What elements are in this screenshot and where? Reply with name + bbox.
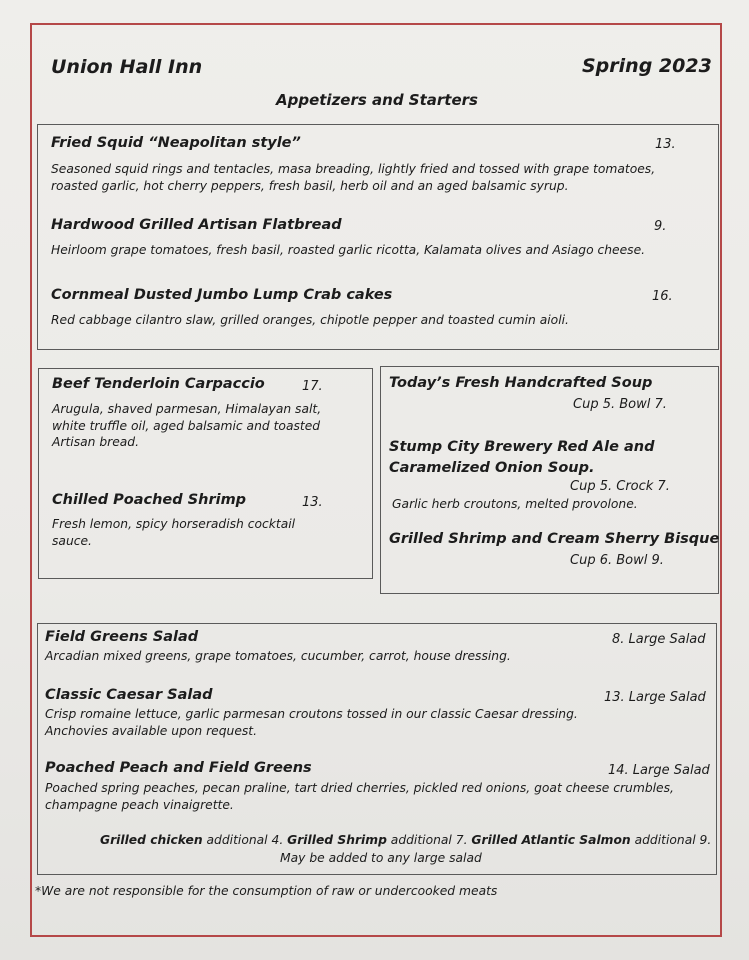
item-name: Fried Squid “Neapolitan style” <box>51 135 301 151</box>
addon-salmon-label: Grilled Atlantic Salmon <box>471 833 631 847</box>
item-description: Seasoned squid rings and tentacles, masa breading, lightly fried and tossed with grape tomatoes, <box>51 162 656 176</box>
salad-description: champagne peach vinaigrette. <box>45 798 234 812</box>
item-description: white truffle oil, aged balsamic and toasted <box>52 419 321 433</box>
item-description: Fresh lemon, spicy horseradish cocktail <box>52 517 296 531</box>
soup-name: Today’s Fresh Handcrafted Soup <box>389 375 653 391</box>
addon-shrimp-label: Grilled Shrimp <box>287 833 387 847</box>
item-price: 13. <box>655 137 676 152</box>
item-description: Artisan bread. <box>52 435 140 449</box>
disclaimer: *We are not responsible for the consumption of raw or undercooked meats <box>35 884 498 898</box>
salad-name: Poached Peach and Field Greens <box>45 760 312 776</box>
restaurant-name: Union Hall Inn <box>51 56 203 78</box>
addon-chicken-label: Grilled chicken <box>100 833 203 847</box>
item-name: Beef Tenderloin Carpaccio <box>52 376 265 392</box>
addon-shrimp-price: additional 7. <box>386 833 472 847</box>
soup-description: Garlic herb croutons, melted provolone. <box>392 497 638 511</box>
addons-line <box>100 832 711 849</box>
item-description: roasted garlic, hot cherry peppers, fresh basil, herb oil and an aged balsamic syrup. <box>51 179 569 193</box>
salad-description: Crisp romaine lettuce, garlic parmesan croutons tossed in our classic Caesar dressing. <box>45 707 578 721</box>
soup-price: Cup 6. Bowl 9. <box>570 553 664 568</box>
season-label: Spring 2023 <box>582 55 712 77</box>
item-price: 17. <box>302 379 323 394</box>
item-name: Chilled Poached Shrimp <box>52 492 247 508</box>
soup-name: Stump City Brewery Red Ale and <box>389 439 655 455</box>
salad-description: Poached spring peaches, pecan praline, tart dried cherries, pickled red onions, goat cheese crumbles, <box>45 781 674 795</box>
salad-price: 14. Large Salad <box>608 763 710 778</box>
salad-description: Anchovies available upon request. <box>45 724 258 738</box>
item-description: Arugula, shaved parmesan, Himalayan salt, <box>52 402 322 416</box>
section-title: Appetizers and Starters <box>276 91 478 109</box>
soup-name: Caramelized Onion Soup. <box>389 460 595 476</box>
item-price: 9. <box>654 219 667 234</box>
addon-chicken-price: additional 4. <box>202 833 288 847</box>
salad-name: Classic Caesar Salad <box>45 687 213 703</box>
salad-name: Field Greens Salad <box>45 629 199 645</box>
item-price: 16. <box>652 289 673 304</box>
salad-price: 8. Large Salad <box>612 632 706 647</box>
addon-salmon-price: additional 9. <box>630 833 712 847</box>
item-description: sauce. <box>52 534 92 548</box>
soup-price: Cup 5. Bowl 7. <box>573 397 667 412</box>
salad-price: 13. Large Salad <box>604 690 706 705</box>
salad-description: Arcadian mixed greens, grape tomatoes, cucumber, carrot, house dressing. <box>45 649 511 663</box>
item-description: Red cabbage cilantro slaw, grilled oranges, chipotle pepper and toasted cumin aioli. <box>51 313 569 327</box>
item-description: Heirloom grape tomatoes, fresh basil, roasted garlic ricotta, Kalamata olives and Asiago cheese. <box>51 243 646 257</box>
addons-note: May be added to any large salad <box>280 851 482 865</box>
soup-price: Cup 5. Crock 7. <box>570 479 670 494</box>
soup-name: Grilled Shrimp and Cream Sherry Bisque <box>389 531 720 547</box>
item-price: 13. <box>302 495 323 510</box>
item-name: Cornmeal Dusted Jumbo Lump Crab cakes <box>51 287 393 303</box>
item-name: Hardwood Grilled Artisan Flatbread <box>51 217 342 233</box>
